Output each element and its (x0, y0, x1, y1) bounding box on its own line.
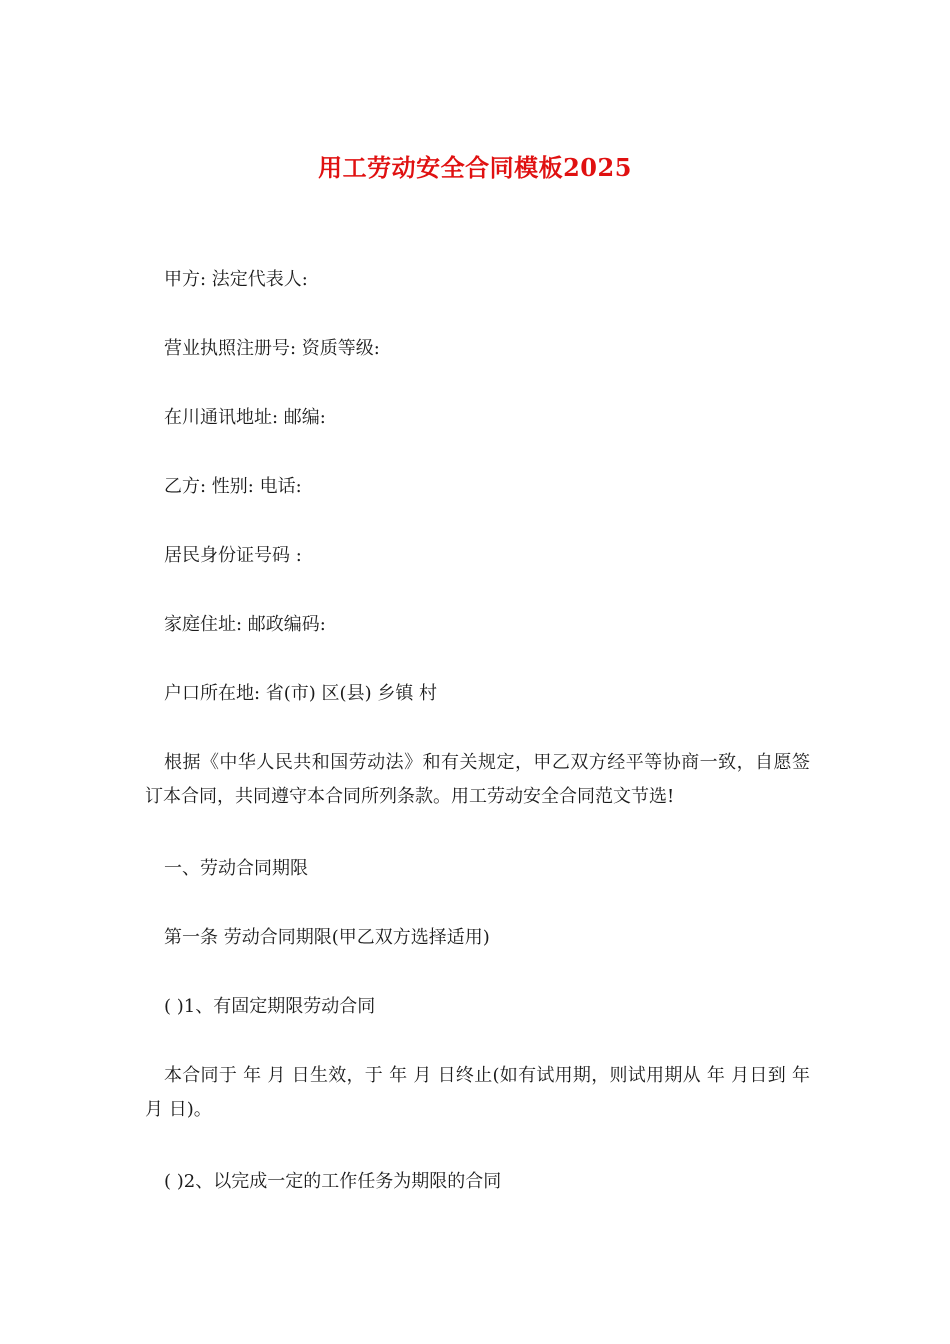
document-title: 用工劳动安全合同模板2025 (318, 153, 632, 182)
license-line: 营业执照注册号: 资质等级: (164, 338, 380, 359)
id-number-line: 居民身份证号码 : (164, 545, 302, 566)
preamble-paragraph: 根据《中华人民共和国劳动法》和有关规定，甲乙双方经平等协商一致，自愿签订本合同，共同遵守本合同所列条款。用工劳动安全合同范文节选! (145, 752, 810, 807)
party-b-line: 乙方: 性别: 电话: (164, 476, 302, 497)
party-a-line: 甲方: 法定代表人: (164, 269, 308, 290)
home-address-line: 家庭住址: 邮政编码: (164, 614, 326, 635)
option-task-term: ( )2、以完成一定的工作任务为期限的合同 (164, 1171, 502, 1192)
option-fixed-term: ( )1、有固定期限劳动合同 (164, 996, 376, 1017)
section-heading: 一、劳动合同期限 (164, 858, 308, 879)
article-heading: 第一条 劳动合同期限(甲乙双方选择适用) (164, 927, 490, 948)
address-line: 在川通讯地址: 邮编: (164, 407, 326, 428)
term-dates-paragraph: 本合同于 年 月 日生效，于 年 月 日终止(如有试用期，则试用期从 年 月日到 年 月 日)。 (145, 1065, 810, 1120)
household-line: 户口所在地: 省(市) 区(县) 乡镇 村 (164, 683, 438, 704)
